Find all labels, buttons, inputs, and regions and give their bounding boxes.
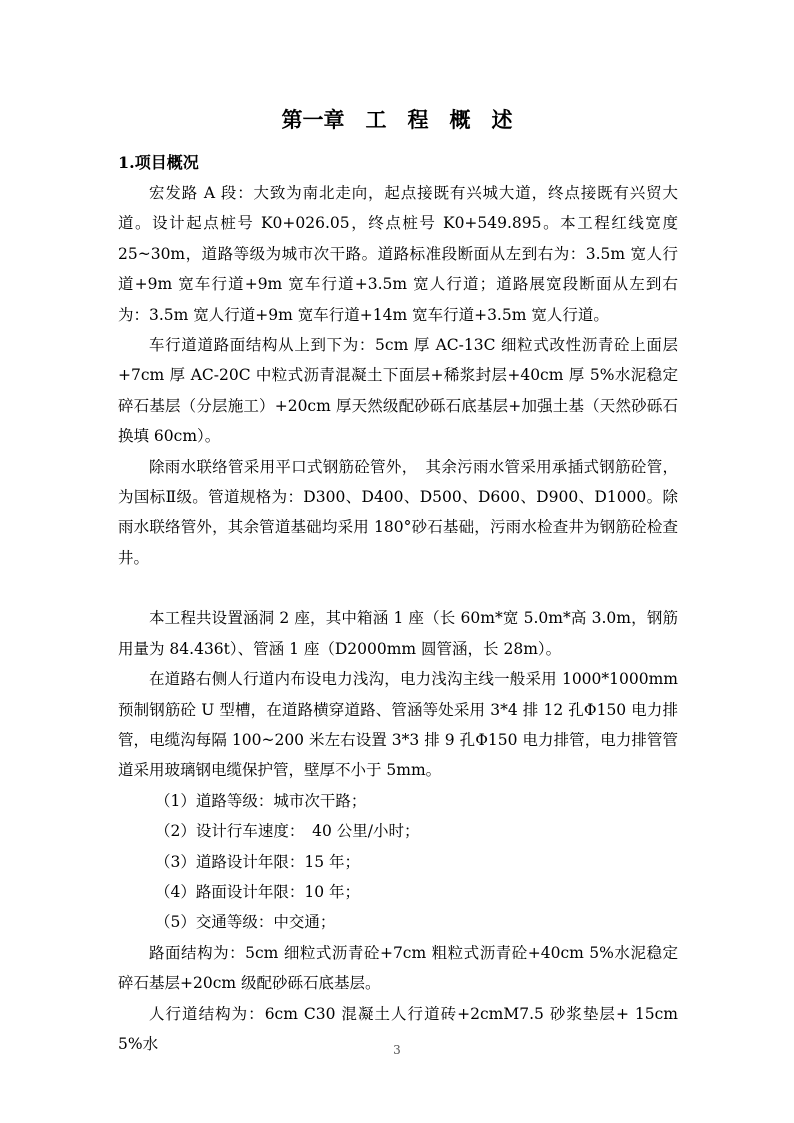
list-item: （4）路面设计年限：10 年； xyxy=(155,882,361,901)
list-item: （1）道路等级：城市次干路； xyxy=(155,791,367,810)
paragraph-road-overview: 宏发路 A 段：大致为南北走向，起点接既有兴城大道，终点接既有兴贸大道。设计起点桩号 K0+026.05，终点桩号 K0+549.895。本工程红线宽度 25~30m，道路等级为城市次干路。道路标准段断面从左到右为：3.5m 宽人行道+9m 宽车行道+9m 宽车行道+3.5m 宽人行道；道路展宽段断面从左到右为：3.5m 宽人行道+9m 宽车行道+14m 宽车行道+3.5m 宽人行道。 xyxy=(118,184,678,324)
page-number: 3 xyxy=(393,1043,401,1057)
document-body xyxy=(118,178,678,1059)
chapter-title: 第一章 工 程 概 述 xyxy=(281,107,513,132)
section-heading: 1.项目概况 xyxy=(118,153,199,172)
paragraph-pavement-structure: 车行道道路面结构从上到下为：5cm 厚 AC-13C 细粒式改性沥青砼上面层+7cm 厚 AC-20C 中粒式沥青混凝土下面层+稀浆封层+40cm 厚 5%水泥稳定碎石基层（分层施工）+20cm 厚天然级配砂砾石底基层+加强土基（天然砂砾石换填 60cm）。 xyxy=(118,336,678,446)
paragraph-pipes: 除雨水联络管采用平口式钢筋砼管外， 其余污雨水管采用承插式钢筋砼管，为国标Ⅱ级。管道规格为：D300、D400、D500、D600、D900、D1000。除雨水联络管外，其余管道基础均采用 180°砂石基础，污雨水检查井为钢筋砼检查井。 xyxy=(118,457,678,567)
paragraph-culverts: 本工程共设置涵洞 2 座，其中箱涵 1 座（长 60m*宽 5.0m*高 3.0m，钢筋用量为 84.436t）、管涵 1 座（D2000mm 圆管涵，长 28m）。 xyxy=(118,609,678,658)
list-item: （3）道路设计年限：15 年； xyxy=(155,852,361,871)
list-item: （5）交通等级：中交通； xyxy=(155,913,336,932)
paragraph-sidewalk: 人行道结构为：6cm C30 混凝土人行道砖+2cmM7.5 砂浆垫层+ 15cm 5%水 xyxy=(118,1004,678,1053)
paragraph-road-surface: 路面结构为：5cm 细粒式沥青砼+7cm 粗粒式沥青砼+40cm 5%水泥稳定碎石基层+20cm 级配砂砾石底基层。 xyxy=(118,943,678,993)
paragraph-power-trench: 在道路右侧人行道内布设电力浅沟，电力浅沟主线一般采用 1000*1000mm 预制钢筋砼 U 型槽，在道路横穿道路、管涵等处采用 3*4 排 12 孔Φ150 电力排管，电缆沟每隔 100~200 米左右设置 3*3 排 9 孔Φ150 电力排管，电力排管管道采用玻璃钢电缆保护管，壁厚不小于 5mm。 xyxy=(118,670,678,780)
list-item: （2）设计行车速度： 40 公里/小时； xyxy=(155,822,420,841)
